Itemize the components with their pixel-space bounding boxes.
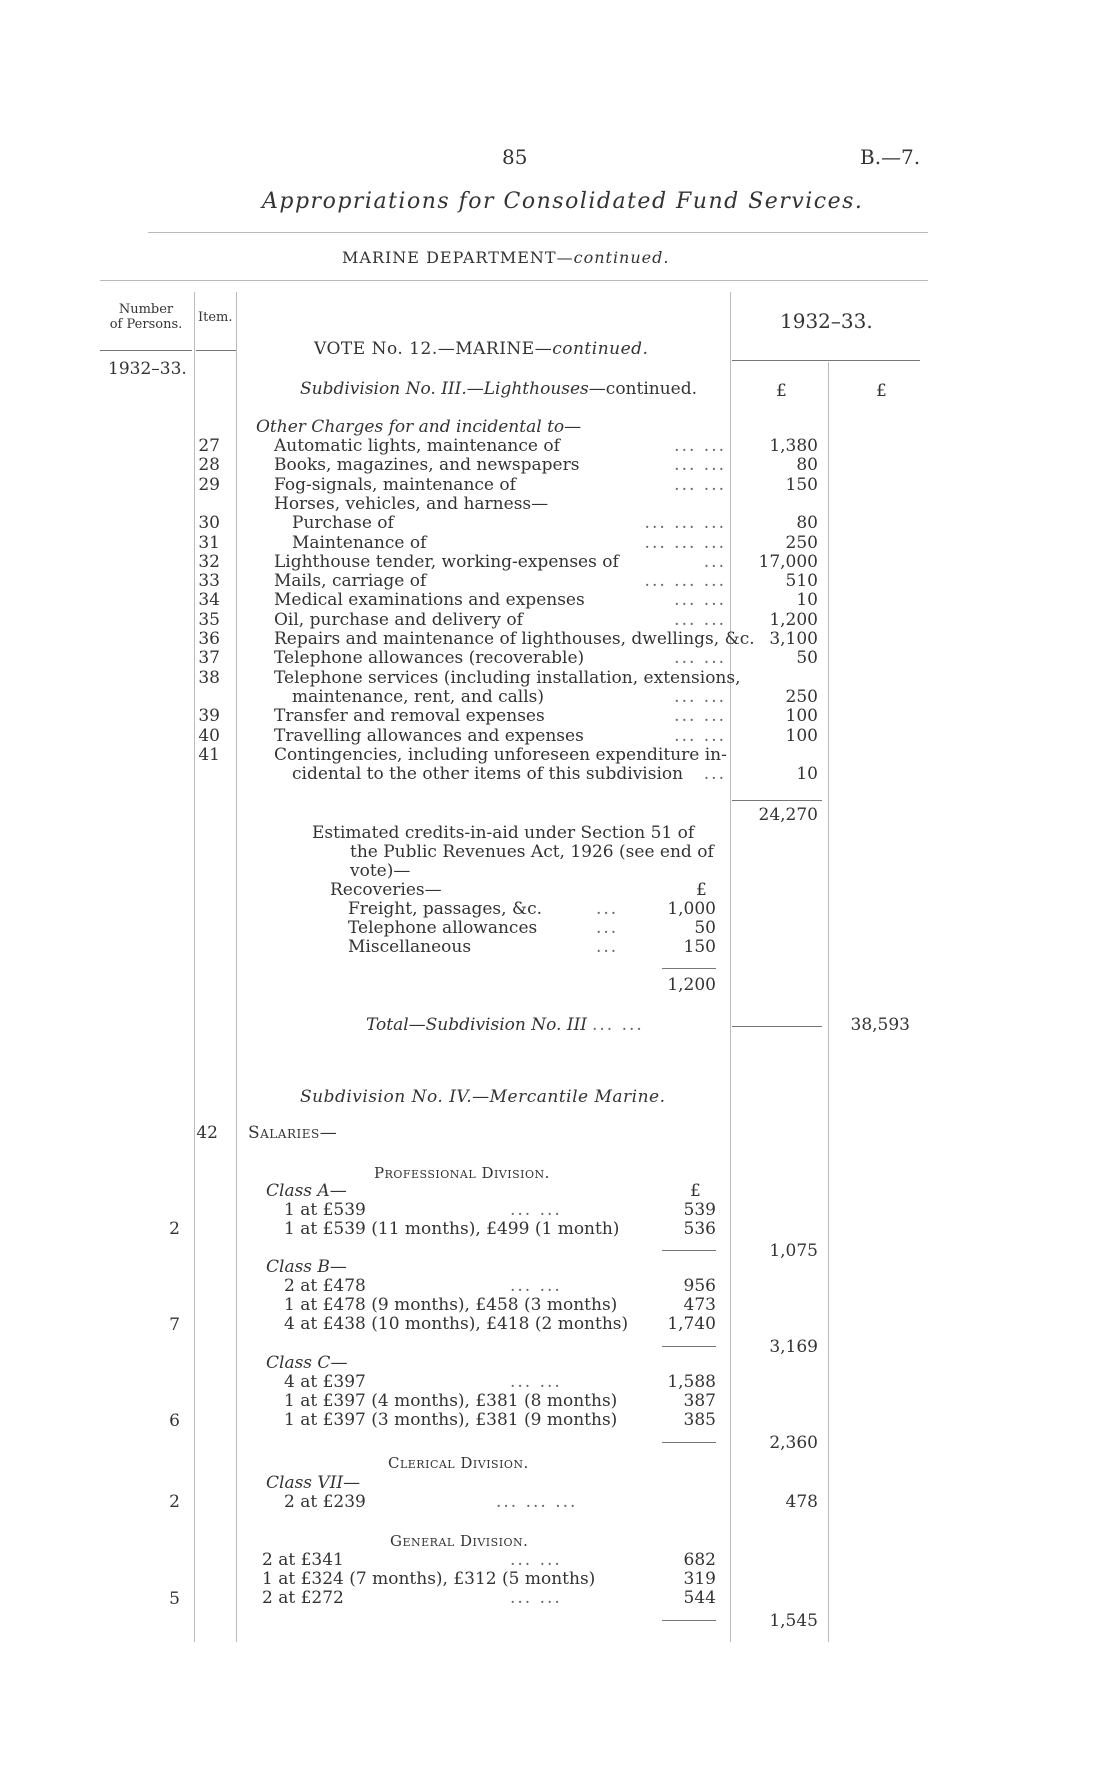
salary-row-amount: 956: [683, 1276, 716, 1296]
item-amount: 17,000: [758, 552, 818, 572]
item-description: maintenance, rent, and calls): [292, 687, 544, 707]
salaries-item-number: 42: [196, 1123, 218, 1143]
item-amount: 10: [796, 764, 818, 784]
item-description: Transfer and removal expenses: [274, 706, 545, 726]
subdivision-4-title: Subdivision No. IV.—Mercantile Marine.: [300, 1087, 666, 1107]
amount-column-rule: [730, 292, 731, 1642]
subdivision-3-total-label: Total—Subdivision No. III: [366, 1015, 588, 1035]
salary-row-dots: ... ...: [510, 1550, 562, 1570]
item-amount: 100: [785, 706, 818, 726]
item-leader-dots: ...: [703, 764, 726, 784]
item-description: Fog-signals, maintenance of: [274, 475, 516, 495]
class-vii-total: 478: [785, 1492, 818, 1512]
salary-row-amount: 536: [683, 1219, 716, 1239]
item-leader-dots: ... ... ...: [644, 571, 726, 591]
total-column-rule: [828, 362, 829, 1642]
item-amount: 3,100: [769, 629, 818, 649]
class-b-rule: [662, 1346, 716, 1347]
item-description: Automatic lights, maintenance of: [274, 436, 560, 456]
item-description: Travelling allowances and expenses: [274, 726, 584, 746]
item-leader-dots: ... ... ...: [644, 513, 726, 533]
item-amount: 250: [785, 533, 818, 553]
salary-row-amount: 385: [683, 1410, 716, 1430]
salary-row-label: 2 at £341: [262, 1550, 344, 1570]
subdivision-3-title: Subdivision No. III.—Lighthouses—continued.: [300, 379, 698, 399]
class-c-total: 2,360: [769, 1433, 818, 1453]
pound-heading-2: £: [876, 381, 887, 401]
class-vii-heading: Class VII—: [266, 1473, 361, 1493]
item-header: Item.: [198, 310, 233, 325]
salary-row-dots: ... ...: [510, 1372, 562, 1392]
salary-row-dots: ... ...: [510, 1276, 562, 1296]
item-description: Telephone allowances (recoverable): [274, 648, 585, 668]
item-description: Telephone services (including installation, extensions,: [274, 668, 741, 688]
salary-row-amount: 319: [683, 1569, 716, 1589]
item-description: cidental to the other items of this subdivision: [292, 764, 684, 784]
credits-line-3: vote)—: [350, 861, 411, 881]
salary-row-label: 2 at £272: [262, 1588, 344, 1608]
credits-line-2: the Public Revenues Act, 1926 (see end of: [350, 842, 714, 862]
item-column-rule: [236, 292, 237, 1642]
class-b-heading: Class B—: [266, 1257, 347, 1277]
item-number: 36: [198, 629, 220, 649]
professional-division-heading: Professional Division.: [374, 1164, 550, 1182]
item-number: 33: [198, 571, 220, 591]
item-leader-dots: ... ...: [674, 455, 726, 475]
salary-row-amount: 682: [683, 1550, 716, 1570]
estimate-year: 1932–33.: [780, 309, 873, 333]
recoveries-total-rule: [662, 968, 716, 969]
salaries-heading: Salaries—: [248, 1123, 338, 1143]
class-a-heading: Class A—: [266, 1181, 347, 1201]
general-rule: [662, 1620, 716, 1621]
class-a-persons: 2: [169, 1219, 180, 1239]
item-amount: 100: [785, 726, 818, 746]
salary-row-label: 1 at £324 (7 months), £312 (5 months): [262, 1569, 596, 1589]
other-charges-total-rule: [732, 800, 822, 801]
item-number: 38: [198, 668, 220, 688]
class-c-persons: 6: [169, 1411, 180, 1431]
class-a-pound: £: [690, 1181, 701, 1201]
item-description: Books, magazines, and newspapers: [274, 455, 580, 475]
recovery-dots: ...: [596, 899, 619, 919]
salary-row-label: 1 at £397 (3 months), £381 (9 months): [284, 1410, 618, 1430]
item-number: 40: [198, 726, 220, 746]
item-header-rule: [196, 350, 236, 351]
recovery-dots: ...: [596, 918, 619, 938]
item-amount: 50: [796, 648, 818, 668]
recovery-amount: 1,000: [667, 899, 716, 919]
salary-row-label: 4 at £438 (10 months), £418 (2 months): [284, 1314, 629, 1334]
title-rule: [148, 232, 928, 233]
salary-row-amount: 539: [683, 1200, 716, 1220]
subdivision-3-total-amount: 38,593: [850, 1015, 910, 1035]
salary-row-label: 4 at £397: [284, 1372, 366, 1392]
recoveries-pound: £: [696, 880, 707, 900]
class-c-rule: [662, 1442, 716, 1443]
item-number: 35: [198, 610, 220, 630]
recovery-label: Miscellaneous: [348, 937, 472, 957]
persons-header-rule: [100, 350, 192, 351]
item-leader-dots: ... ...: [674, 590, 726, 610]
class-vii-row: 2 at £239: [284, 1492, 366, 1512]
salary-row-label: 1 at £539: [284, 1200, 366, 1220]
item-number: 34: [198, 590, 220, 610]
item-number: 27: [198, 436, 220, 456]
item-leader-dots: ... ...: [674, 706, 726, 726]
item-description: Medical examinations and expenses: [274, 590, 585, 610]
item-description: Maintenance of: [292, 533, 427, 553]
salary-row-amount: 1,588: [667, 1372, 716, 1392]
item-number: 30: [198, 513, 220, 533]
subdivision-3-total-rule: [732, 1026, 822, 1027]
item-leader-dots: ... ...: [674, 648, 726, 668]
page-title: Appropriations for Consolidated Fund Services.: [262, 189, 864, 214]
class-vii-persons: 2: [169, 1492, 180, 1512]
item-description: Repairs and maintenance of lighthouses, dwellings, &c.: [274, 629, 755, 649]
persons-year: 1932–33.: [108, 359, 187, 379]
other-charges-total: 24,270: [758, 805, 818, 825]
class-a-rule: [662, 1250, 716, 1251]
item-amount: 510: [785, 571, 818, 591]
salary-row-amount: 544: [683, 1588, 716, 1608]
general-division-heading: General Division.: [390, 1532, 529, 1550]
general-persons: 5: [169, 1589, 180, 1609]
item-amount: 1,200: [769, 610, 818, 630]
item-description: Oil, purchase and delivery of: [274, 610, 523, 630]
other-charges-heading: Other Charges for and incidental to—: [256, 417, 582, 437]
item-number: 29: [198, 475, 220, 495]
vote-title: VOTE No. 12.—MARINE—continued.: [314, 339, 649, 359]
item-number: 31: [198, 533, 220, 553]
item-amount: 1,380: [769, 436, 818, 456]
item-leader-dots: ... ...: [674, 726, 726, 746]
item-number: 32: [198, 552, 220, 572]
item-description: Purchase of: [292, 513, 394, 533]
item-leader-dots: ... ...: [674, 687, 726, 707]
salary-row-label: 1 at £397 (4 months), £381 (8 months): [284, 1391, 618, 1411]
persons-column-rule: [194, 292, 195, 1642]
recovery-amount: 150: [683, 937, 716, 957]
recovery-dots: ...: [596, 937, 619, 957]
class-vii-dots: ... ... ...: [496, 1492, 578, 1512]
salary-row-dots: ... ...: [510, 1588, 562, 1608]
clerical-division-heading: Clerical Division.: [388, 1454, 529, 1472]
item-description: Horses, vehicles, and harness—: [274, 494, 549, 514]
department-heading: MARINE DEPARTMENT—continued.: [342, 248, 670, 267]
salary-row-amount: 387: [683, 1391, 716, 1411]
department-rule: [100, 280, 928, 281]
item-leader-dots: ...: [703, 552, 726, 572]
item-leader-dots: ... ... ...: [644, 533, 726, 553]
year-rule: [732, 360, 920, 361]
general-total: 1,545: [769, 1611, 818, 1631]
salary-row-amount: 1,740: [667, 1314, 716, 1334]
class-b-total: 3,169: [769, 1337, 818, 1357]
subdivision-3-total-dots: ... ...: [592, 1015, 644, 1035]
salary-row-label: 1 at £539 (11 months), £499 (1 month): [284, 1219, 620, 1239]
item-leader-dots: ... ...: [674, 436, 726, 456]
page-number: 85: [502, 145, 528, 169]
recoveries-total: 1,200: [667, 975, 716, 995]
persons-header: Number of Persons.: [109, 302, 183, 332]
item-description: Contingencies, including unforeseen expenditure in-: [274, 745, 727, 765]
item-amount: 150: [785, 475, 818, 495]
salary-row-label: 2 at £478: [284, 1276, 366, 1296]
salary-row-amount: 473: [683, 1295, 716, 1315]
class-a-total: 1,075: [769, 1241, 818, 1261]
item-leader-dots: ... ...: [674, 610, 726, 630]
credits-line-1: Estimated credits-in-aid under Section 51 of: [312, 823, 695, 843]
pound-heading-1: £: [776, 381, 787, 401]
item-number: 37: [198, 648, 220, 668]
item-number: 39: [198, 706, 220, 726]
class-c-heading: Class C—: [266, 1353, 348, 1373]
document-reference: B.—7.: [860, 145, 921, 169]
recovery-label: Freight, passages, &c.: [348, 899, 543, 919]
item-amount: 250: [785, 687, 818, 707]
item-number: 28: [198, 455, 220, 475]
item-description: Mails, carriage of: [274, 571, 427, 591]
salary-row-label: 1 at £478 (9 months), £458 (3 months): [284, 1295, 618, 1315]
recovery-label: Telephone allowances: [348, 918, 538, 938]
recoveries-heading: Recoveries—: [330, 880, 442, 900]
item-leader-dots: ... ...: [674, 475, 726, 495]
salary-row-dots: ... ...: [510, 1200, 562, 1220]
class-b-persons: 7: [169, 1315, 180, 1335]
recovery-amount: 50: [694, 918, 716, 938]
item-description: Lighthouse tender, working-expenses of: [274, 552, 619, 572]
item-number: 41: [198, 745, 220, 765]
item-amount: 80: [796, 455, 818, 475]
item-amount: 10: [796, 590, 818, 610]
item-amount: 80: [796, 513, 818, 533]
